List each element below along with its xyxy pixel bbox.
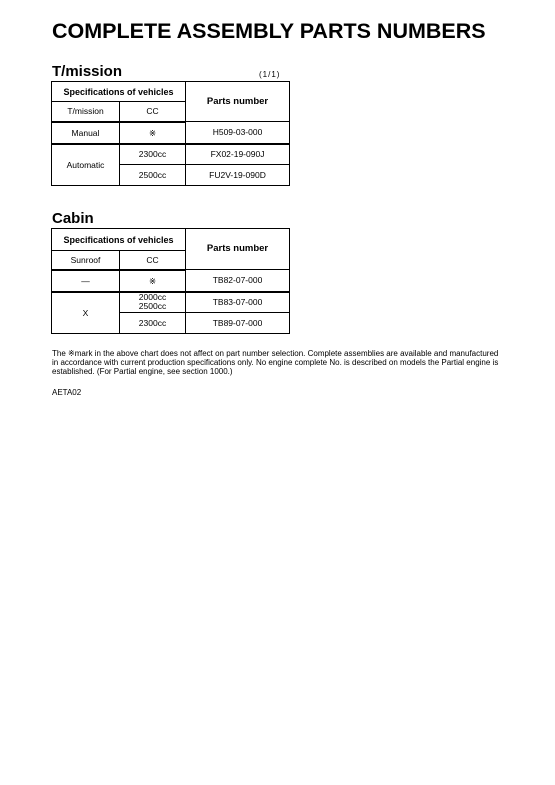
table-cell: — [52, 270, 120, 292]
parts-number-header: Parts number [186, 229, 290, 270]
transmission-heading: T/mission [52, 63, 123, 80]
table-cell: 2300cc [120, 144, 186, 165]
table-cell: ※ [120, 122, 186, 144]
transmission-table [51, 81, 290, 186]
footnote: The ※mark in the above chart does not affect on part number selection. Complete assemblies are available and manufactured in accordance with current production specifications only. No engine complete No. is described on models the Partial engine is established. (For Partial engine, see section 1000.) [52, 349, 499, 376]
page-title: COMPLETE ASSEMBLY PARTS NUMBERS [52, 19, 486, 43]
parts-number-header: Parts number [186, 82, 290, 122]
table-cell: TB83-07-000 [186, 292, 290, 313]
spec-header: Specifications of vehicles [52, 82, 186, 102]
col-sunroof-header: Sunroof [52, 251, 120, 270]
cabin-heading: Cabin [52, 210, 94, 227]
table-cell: 2300cc [120, 313, 186, 334]
table-cell [120, 292, 186, 313]
table-cell: FX02-19-090J [186, 144, 290, 165]
table-cell: TB89-07-000 [186, 313, 290, 334]
table-cell: Manual [52, 122, 120, 144]
cc-value: 2000cc [138, 292, 167, 303]
table-cell: X [52, 292, 120, 334]
col-cc-header: CC [120, 251, 186, 270]
table-cell: ※ [120, 270, 186, 292]
table-cell: Automatic [52, 144, 120, 186]
document-code: AETA02 [52, 388, 82, 397]
table-cell: 2500cc [120, 165, 186, 186]
table-cell: H509-03-000 [186, 122, 290, 144]
page-count: (1/1) [259, 70, 281, 79]
col-transmission-header: T/mission [52, 102, 120, 122]
table-cell: FU2V-19-090D [186, 165, 290, 186]
cabin-table [51, 228, 290, 334]
table-cell: TB82-07-000 [186, 270, 290, 292]
spec-header: Specifications of vehicles [52, 229, 186, 251]
col-cc-header: CC [120, 102, 186, 122]
cc-value: 2500cc [138, 301, 167, 312]
